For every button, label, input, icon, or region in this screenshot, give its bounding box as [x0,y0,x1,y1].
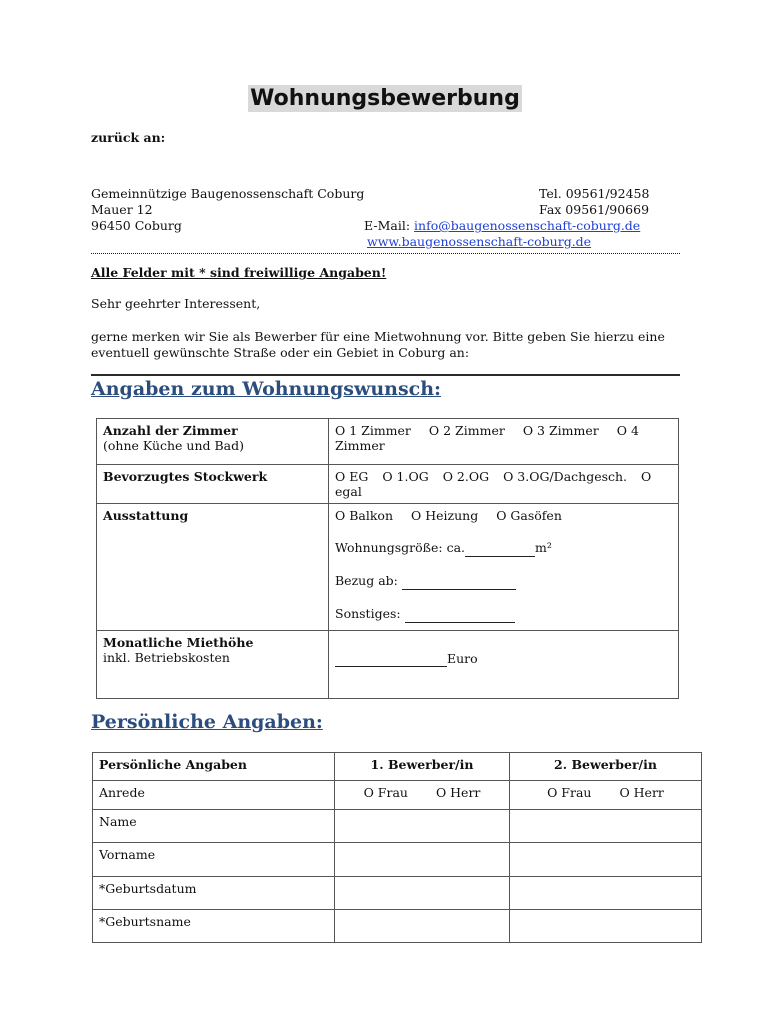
name-applicant-2[interactable] [510,810,702,843]
rent-label: Monatliche Miethöhe [103,635,254,650]
voluntary-notice: Alle Felder mit * sind freiwillige Angaben! [91,265,387,280]
vorname-applicant-2[interactable] [510,843,702,877]
name-applicant-1[interactable] [335,810,510,843]
intro-text [91,329,665,361]
anrede-1-frau[interactable]: O Frau [363,785,408,800]
intro-line: gerne merken wir Sie als Bewerber für eine Mietwohnung vor. Bitte geben Sie hierzu eine [91,329,665,344]
personal-data-table [92,752,702,943]
floor-option-egal[interactable]: O egal [335,469,652,499]
rooms-option-4[interactable]: O 4 Zimmer [335,423,639,453]
section-heading-personal: Persönliche Angaben: [91,711,323,733]
rent-unit: Euro [447,651,478,666]
personal-header-label: Persönliche Angaben [93,753,335,781]
equip-option-gasoefen[interactable]: O Gasöfen [496,508,562,523]
floor-option-2og[interactable]: O 2.OG [442,469,490,484]
sender-street: Mauer 12 [91,202,153,217]
rooms-sub: (ohne Küche und Bad) [103,438,245,453]
sender-tel: Tel. 09561/92458 [539,186,650,201]
anrede-applicant-2 [510,781,702,810]
equip-option-heizung[interactable]: O Heizung [411,508,479,523]
row-label-geburtsname: *Geburtsname [93,910,335,943]
dotted-divider [91,253,680,254]
intro-line: eventuell gewünschte Straße oder ein Gebiet in Coburg an: [91,345,470,360]
sender-phone [539,186,649,218]
floor-option-3og[interactable]: O 3.OG/Dachgesch. [503,469,628,484]
floor-option-1og[interactable]: O 1.OG [382,469,429,484]
page-title: Wohnungsbewerbung [250,86,520,111]
anrede-applicant-1 [335,781,510,810]
applicant-1-header: 1. Bewerber/in [335,753,510,781]
geburtsdatum-applicant-1[interactable] [335,877,510,910]
anrede-2-herr[interactable]: O Herr [619,785,664,800]
rooms-label: Anzahl der Zimmer [103,423,238,438]
email-label: E-Mail: [364,218,411,233]
row-label-geburtsdatum: *Geburtsdatum [93,877,335,910]
rooms-label-cell [97,419,329,465]
floor-label: Bevorzugtes Stockwerk [97,465,329,504]
rooms-options [329,419,679,465]
move-in-row [335,573,672,590]
sender-online [364,218,640,250]
geburtsname-applicant-1[interactable] [335,910,510,943]
geburtsname-applicant-2[interactable] [510,910,702,943]
vorname-applicant-1[interactable] [335,843,510,877]
email-link[interactable]: info@baugenossenschaft-coburg.de [414,218,641,233]
rent-cell [329,631,679,699]
size-field[interactable] [465,540,535,557]
row-label-anrede: Anrede [93,781,335,810]
anrede-1-herr[interactable]: O Herr [435,785,481,800]
section-heading-wish: Angaben zum Wohnungswunsch: [91,378,442,400]
sender-city: 96450 Coburg [91,218,182,233]
row-label-name: Name [93,810,335,843]
other-label: Sonstiges: [335,606,401,621]
size-label: Wohnungsgröße: ca. [335,540,466,555]
other-row [335,606,672,623]
rent-field[interactable] [335,651,447,667]
move-in-label: Bezug ab: [335,573,398,588]
rooms-option-3[interactable]: O 3 Zimmer [522,423,599,438]
floor-options [329,465,679,504]
equip-option-balkon[interactable]: O Balkon [335,508,394,523]
return-label: zurück an: [91,130,166,145]
website-link[interactable]: www.baugenossenschaft-coburg.de [367,234,592,249]
apartment-wish-table [96,418,679,699]
floor-option-eg[interactable]: O EG [335,469,369,484]
geburtsdatum-applicant-2[interactable] [510,877,702,910]
equipment-label: Ausstattung [97,504,329,631]
rent-label-cell [97,631,329,699]
applicant-2-header: 2. Bewerber/in [510,753,702,781]
rooms-option-1[interactable]: O 1 Zimmer [335,423,411,438]
sender-name: Gemeinnützige Baugenossenschaft Coburg [91,186,365,201]
rooms-option-2[interactable]: O 2 Zimmer [428,423,505,438]
rent-sub: inkl. Betriebskosten [103,650,230,665]
sender-address [91,186,364,234]
equipment-options [335,508,672,524]
size-unit: m² [535,540,552,555]
sender-fax: Fax 09561/90669 [539,202,650,217]
equipment-cell [329,504,679,631]
other-field[interactable] [405,606,515,623]
section-rule [91,374,680,376]
size-row [335,540,672,557]
anrede-2-frau[interactable]: O Frau [547,785,592,800]
move-in-field[interactable] [402,573,516,590]
salutation: Sehr geehrter Interessent, [91,296,261,311]
row-label-vorname: Vorname [93,843,335,877]
